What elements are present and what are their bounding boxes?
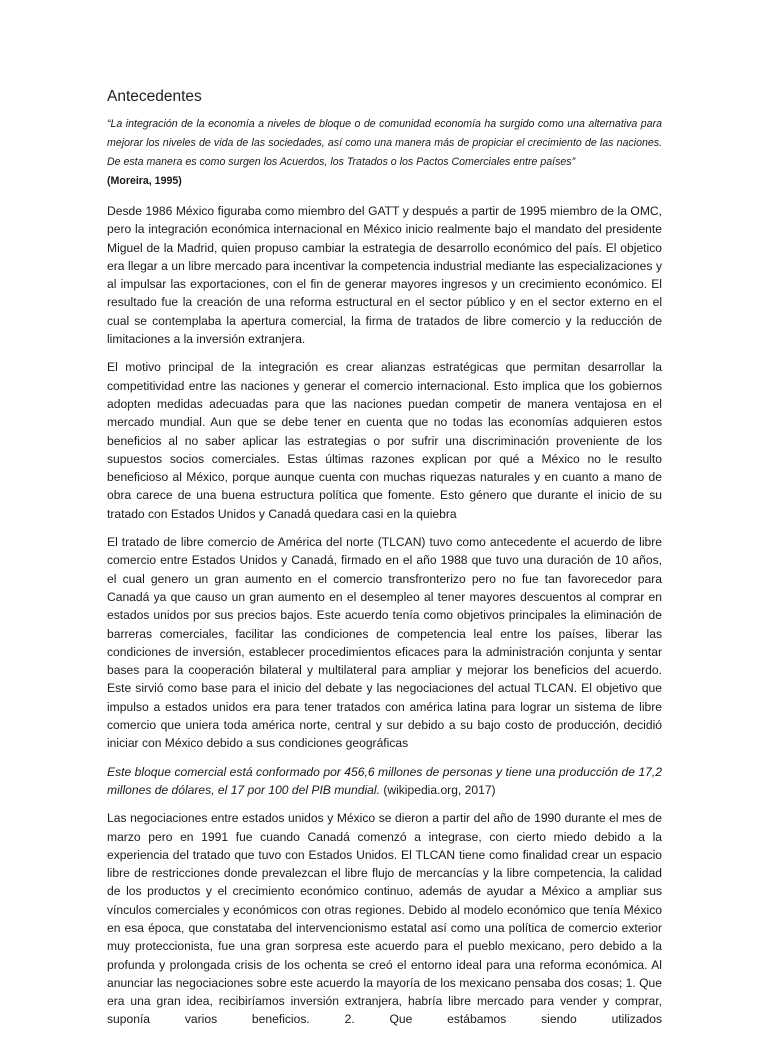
opening-quote: “La integración de la economía a niveles de bloque o de comunidad economía ha surgido como una alternativa para mejorar los niveles de vida de las sociedades, así como una manera más de propiciar el crecimiento de las naciones. De esta manera es como surgen los Acuerdos, los Tratados o los Pactos Comerciales entre países”	[107, 118, 662, 168]
paragraph-integration-motive: El motivo principal de la integración es crear alianzas estratégicas que permitan desarrollar la competitividad entre las naciones y generar el comercio internacional. Esto implica que los gobiernos adopten medidas adecuadas para que las naciones puedan competir de manera ventajosa en el mercado mundial. Aun que se debe tener en cuenta que no todas las economías adquieren estos beneficios al no saber aplicar las estrategias o por sufrir una discriminación proveniente de los supuestos socios comerciales. Estas últimas razones explican por qué a México no le resulto beneficioso al México, porque aunque cuenta con muchas riquezas naturales y en cuanto a mano de obra carece de una buena estructura política que fomente. Esto género que durante el inicio de su tratado con Estados Unidos y Canadá quedara casi en la quiebra	[107, 360, 662, 521]
paragraph-gatt-history: Desde 1986 México figuraba como miembro del GATT y después a partir de 1995 miembro de la OMC, pero la integración económica internacional en México inicio realmente bajo el mandato del presidente Miguel de la Madrid, quien propuso cambiar la estrategia de desarrollo económico del país. El objetico era llegar a un libre mercado para incentivar la competencia industrial mediante las especializaciones y al impulsar las exportaciones, con el fin de generar mayores ingresos y un crecimiento económico. El resultado fue la creación de una reforma estructural en el sector público y en el sector externo en el cual se contemplaba la apertura comercial, la firma de tratados de libre comercio y la reducción de limitaciones a la inversión extranjera.	[107, 204, 662, 347]
paragraph-negotiations: Las negociaciones entre estados unidos y México se dieron a partir del año de 1990 durante el mes de marzo pero en 1991 fue cuando Canadá comenzó a integrase, con cierto miedo debido a la experiencia del tratado que tuvo con Estados Unidos. El TLCAN tiene como finalidad crear un espacio libre de restricciones donde prevalezcan el libre flujo de mercancías y la libre competencia, la calidad de los productos y el crecimiento económico continuo, además de ayudar a México a ampliar sus vínculos comerciales y económicos con otras regiones. Debido al modelo económico que tenía México en esa época, que constataba del intervencionismo estatal así como una política de comercio exterior muy proteccionista, fue una gran sorpresa este acuerdo para el pueblo mexicano, pero debido a la profunda y prolongada crisis de los ochenta se creó el entorno ideal para una reforma económica. Al anunciar las negociaciones sobre este acuerdo la mayoría de los mexicano pensaba dos cosas; 1. Que era una gran idea, recibiríamos inversión extranjera, habría libre mercado para vender y comprar, suponía varios beneficios. 2. Que estábamos siendo utilizados	[107, 811, 662, 1027]
trade-bloc-stats-text: Este bloque comercial está conformado por 456,6 millones de personas y tiene una producción de 17,2 millones de dólares, el 17 por 100 del PIB mundial.	[107, 764, 662, 797]
section-heading: Antecedentes	[107, 88, 202, 105]
document-page	[107, 88, 662, 1039]
trade-bloc-stats-citation: (wikipedia.org, 2017)	[379, 782, 496, 797]
paragraph-trade-bloc-stats	[107, 763, 662, 800]
quote-citation: (Moreira, 1995)	[107, 175, 182, 187]
paragraph-tlcan-background: El tratado de libre comercio de América del norte (TLCAN) tuvo como antecedente el acuerdo de libre comercio entre Estados Unidos y Canadá, firmado en el año 1988 que tuvo una duración de 10 años, el cual genero un gran aumento en el comercio transfronterizo pero no fue tan favorecedor para Canadá ya que causo un gran aumento en el desempleo al tener mayores descuentos al comprar en estados unidos por sus precios bajos. Este acuerdo tenía como objetivos principales la eliminación de barreras comerciales, facilitar las condiciones de competencia leal entre los países, liberar las condiciones de inversión, establecer procedimientos eficaces para la administración conjunta y sentar bases para la cooperación bilateral y multilateral para ampliar y mejorar los beneficios del acuerdo. Este sirvió como base para el inicio del debate y las negociaciones del actual TLCAN. El objetivo que impulso a estados unidos era para tener tratados con américa latina para lograr un sistema de libre comercio que uniera toda américa norte, central y sur debido a su bajo costo de producción, decidió iniciar con México debido a sus condiciones geográficas	[107, 535, 662, 751]
